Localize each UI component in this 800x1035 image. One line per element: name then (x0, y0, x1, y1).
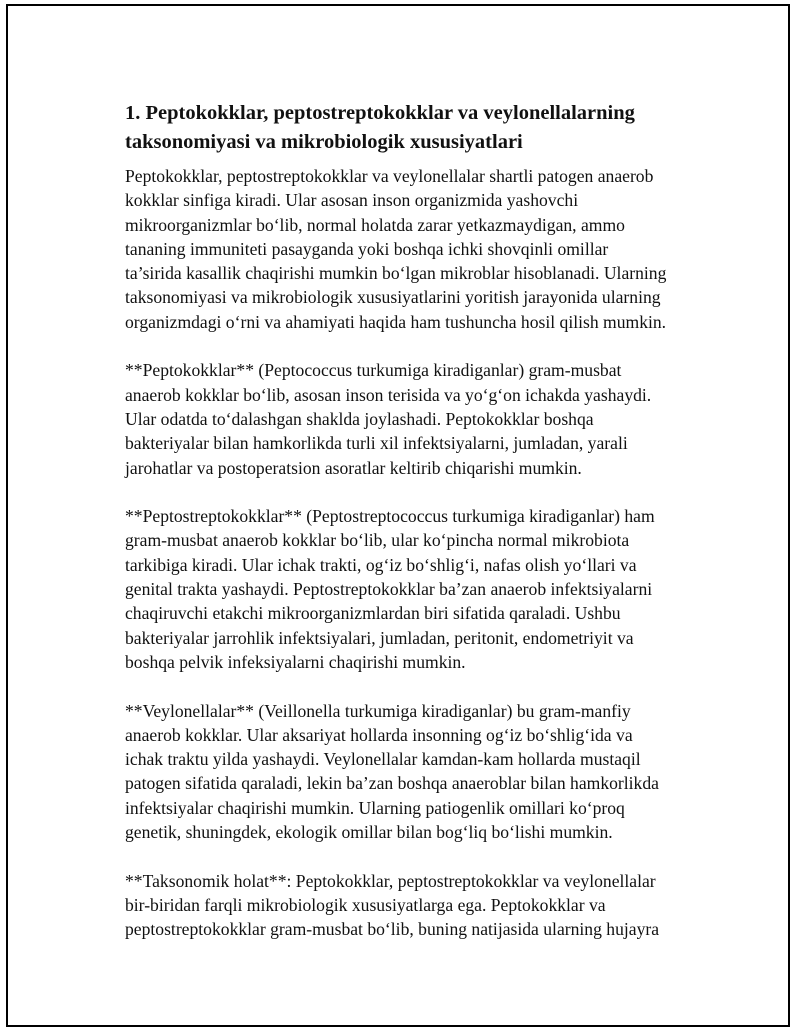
text-line: tananing immuniteti pasayganda yoki boshqa ichki shovqinli omillar (125, 238, 609, 259)
text-line: peptostreptokokklar gram-musbat bo‘lib, buning natijasida ularning hujayra (125, 919, 660, 940)
text-line: **Peptostreptokokklar** (Peptostreptococcus turkumiga kiradiganlar) ham (125, 506, 655, 527)
page-frame (6, 4, 790, 1027)
text-line: kokklar sinfiga kiradi. Ular asosan inson organizmida yashovchi (125, 190, 579, 211)
paragraph-intro (125, 164, 705, 334)
paragraph-peptostreptokokklar (125, 504, 705, 674)
text-line: **Taksonomik holat**: Peptokokklar, peptostreptokokklar va veylonellalar (125, 870, 656, 891)
text-line: patogen sifatida qaraladi, lekin ba’zan boshqa anaeroblar bilan hamkorlikda (125, 773, 659, 794)
text-line: chaqiruvchi etakchi mikroorganizmlardan biri sifatida qaraladi. Ushbu (125, 603, 621, 624)
paragraph-taksonomik-holat (125, 869, 705, 942)
paragraph-veylonellalar (125, 699, 705, 845)
text-line: **Veylonellalar** (Veillonella turkumiga kiradiganlar) bu gram-manfiy (125, 700, 631, 721)
page-title (125, 99, 705, 156)
title-line: 1. Peptokokklar, peptostreptokokklar va veylonellalarning (125, 102, 635, 124)
text-line: bir-biridan farqli mikrobiologik xususiyatlarga ega. Peptokokklar va (125, 894, 606, 915)
text-line: organizmdagi o‘rni va ahamiyati haqida ham tushuncha hosil qilish mumkin. (125, 311, 667, 332)
text-line: jarohatlar va postoperatsion asoratlar keltirib chiqarishi mumkin. (125, 457, 582, 478)
text-line: Peptokokklar, peptostreptokokklar va veylonellalar shartli patogen anaerob (125, 166, 654, 186)
text-line: bakteriyalar bilan hamkorlikda turli xil infektsiyalarni, jumladan, yarali (125, 433, 628, 454)
text-line: bakteriyalar jarrohlik infektsiyalari, jumladan, peritonit, endometriyit va (125, 627, 634, 648)
text-line: genetik, shuningdek, ekologik omillar bilan bog‘liq bo‘lishi mumkin. (125, 822, 613, 843)
document-body (125, 99, 705, 942)
text-line: gram-musbat anaerob kokklar bo‘lib, ular ko‘pincha normal mikrobiota (125, 530, 630, 551)
text-line: Ular odatda to‘dalashgan shaklda joylashadi. Peptokokklar boshqa (125, 408, 594, 429)
text-line: tarkibiga kiradi. Ular ichak trakti, og‘iz bo‘shlig‘i, nafas olish yo‘llari va (125, 554, 637, 575)
title-line: taksonomiyasi va mikrobiologik xususiyatlari (125, 130, 523, 153)
paragraph-peptokokklar (125, 358, 705, 479)
text-line: **Peptokokklar** (Peptococcus turkumiga kiradiganlar) gram-musbat (125, 360, 622, 381)
text-line: infektsiyalar chaqirishi mumkin. Ularning patiogenlik omillari ko‘proq (125, 797, 625, 818)
text-line: boshqa pelvik infeksiyalarni chaqirishi mumkin. (125, 651, 466, 672)
text-line: genital trakta yashaydi. Peptostreptokokklar ba’zan anaerob infektsiyalarni (125, 579, 653, 600)
text-line: ta’sirida kasallik chaqirishi mumkin bo‘lgan mikroblar hisoblanadi. Ularning (125, 263, 667, 284)
text-line: mikroorganizmlar bo‘lib, normal holatda zarar yetkazmaydigan, ammo (125, 214, 625, 235)
text-line: anaerob kokklar. Ular aksariyat hollarda insonning og‘iz bo‘shlig‘ida va (125, 724, 633, 745)
text-line: ichak traktu yilda yashaydi. Veylonellalar kamdan-kam hollarda mustaqil (125, 749, 641, 770)
text-line: taksonomiyasi va mikrobiologik xususiyatlarini yoritish jarayonida ularning (125, 287, 661, 308)
text-line: anaerob kokklar bo‘lib, asosan inson terisida va yo‘g‘on ichakda yashaydi. (125, 384, 652, 405)
